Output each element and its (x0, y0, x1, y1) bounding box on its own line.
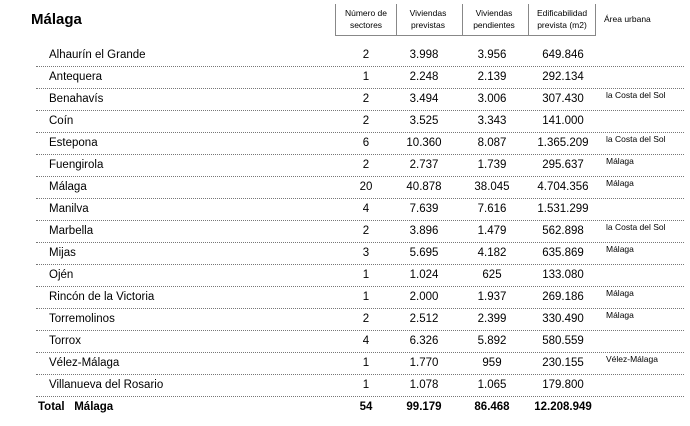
pending-dwellings: 5.892 (477, 335, 507, 347)
municipality-name: Estepona (49, 137, 98, 149)
municipality-name: Fuengirola (49, 159, 104, 171)
planned-dwellings: 2.248 (409, 71, 439, 83)
urban-area: Málaga (606, 178, 634, 188)
municipality-name: Villanueva del Rosario (49, 379, 164, 391)
sectors-count: 2 (362, 225, 370, 237)
sectors-count: 3 (362, 247, 370, 259)
buildable-area: 580.559 (542, 335, 584, 347)
buildable-area: 179.800 (542, 379, 584, 391)
buildable-area: 292.134 (542, 71, 584, 83)
buildable-area: 141.000 (542, 115, 584, 127)
planned-dwellings: 3.525 (409, 115, 439, 127)
urban-area: la Costa del Sol (606, 90, 666, 100)
pending-dwellings: 3.006 (477, 93, 507, 105)
pending-dwellings: 8.087 (477, 137, 507, 149)
header-box-end (595, 4, 596, 36)
planned-dwellings: 1.078 (409, 379, 439, 391)
municipality-name: Manilva (49, 203, 89, 215)
buildable-area: 635.869 (542, 247, 584, 259)
table-row (0, 287, 690, 309)
total-planned: 99.179 (406, 401, 442, 413)
total-buildable: 12.208.949 (534, 401, 592, 413)
buildable-area: 4.704.356 (537, 181, 589, 193)
municipality-name: Marbella (49, 225, 94, 237)
header-sectors: Número de sectores (344, 8, 388, 30)
urban-area: Málaga (606, 244, 634, 254)
sectors-count: 4 (362, 335, 370, 347)
municipality-name: Vélez-Málaga (49, 357, 120, 369)
municipality-name: Málaga (49, 181, 87, 193)
pending-dwellings: 38.045 (474, 181, 510, 193)
table-row (0, 265, 690, 287)
pending-dwellings: 1.065 (477, 379, 507, 391)
urban-area: Málaga (606, 156, 634, 166)
planned-dwellings: 2.000 (409, 291, 439, 303)
sectors-count: 2 (362, 93, 370, 105)
planned-dwellings: 7.639 (409, 203, 439, 215)
total-region: Málaga (74, 401, 114, 413)
planned-dwellings: 3.494 (409, 93, 439, 105)
planned-dwellings: 3.998 (409, 49, 439, 61)
municipality-name: Antequera (49, 71, 103, 83)
sectors-count: 1 (362, 71, 370, 83)
sectors-count: 1 (362, 291, 370, 303)
municipality-name: Mijas (49, 247, 76, 259)
sectors-count: 1 (362, 379, 370, 391)
municipality-name: Coín (49, 115, 74, 127)
buildable-area: 649.846 (542, 49, 584, 61)
planned-dwellings: 40.878 (406, 181, 442, 193)
urban-area: Málaga (606, 310, 634, 320)
table-row (0, 309, 690, 331)
planned-dwellings: 2.512 (409, 313, 439, 325)
municipality-name: Torremolinos (49, 313, 115, 325)
header-pending: Viviendas pendientes (473, 8, 515, 30)
sectors-count: 2 (362, 313, 370, 325)
planned-dwellings: 1.770 (409, 357, 439, 369)
buildable-area: 1.365.209 (537, 137, 589, 149)
planned-dwellings: 6.326 (409, 335, 439, 347)
table-row (0, 353, 690, 375)
table-row (0, 177, 690, 199)
row-divider (36, 396, 684, 397)
buildable-area: 307.430 (542, 93, 584, 105)
pending-dwellings: 4.182 (477, 247, 507, 259)
header-underline (335, 35, 595, 36)
municipality-name: Torrox (49, 335, 81, 347)
total-sectors: 54 (359, 401, 373, 413)
pending-dwellings: 7.616 (477, 203, 507, 215)
table-row (0, 133, 690, 155)
total-row (0, 398, 690, 418)
header-area: Área urbana (604, 14, 651, 24)
pending-dwellings: 2.399 (477, 313, 507, 325)
municipality-name: Rincón de la Victoria (49, 291, 155, 303)
municipality-name: Ojén (49, 269, 74, 281)
total-pending: 86.468 (474, 401, 510, 413)
table-row (0, 67, 690, 89)
planned-dwellings: 5.695 (409, 247, 439, 259)
header-buildable: Edificabilidad prevista (m2) (536, 8, 588, 30)
table-row (0, 243, 690, 265)
header-box-pending (462, 4, 463, 36)
sectors-count: 20 (359, 181, 373, 193)
sectors-count: 1 (362, 269, 370, 281)
pending-dwellings: 1.937 (477, 291, 507, 303)
pending-dwellings: 625 (482, 269, 502, 281)
table-row (0, 45, 690, 67)
table-row (0, 199, 690, 221)
pending-dwellings: 2.139 (477, 71, 507, 83)
table-row (0, 111, 690, 133)
total-label: Total Málaga (38, 401, 114, 413)
header-planned: Viviendas previstas (409, 8, 447, 30)
buildable-area: 133.080 (542, 269, 584, 281)
pending-dwellings: 1.479 (477, 225, 507, 237)
sectors-count: 2 (362, 115, 370, 127)
buildable-area: 1.531.299 (537, 203, 589, 215)
planned-dwellings: 3.896 (409, 225, 439, 237)
urban-area: Málaga (606, 288, 634, 298)
urban-area: Vélez-Málaga (606, 354, 658, 364)
planned-dwellings: 2.737 (409, 159, 439, 171)
region-title: Málaga (31, 11, 82, 28)
urban-area: la Costa del Sol (606, 222, 666, 232)
header-box-planned (396, 4, 397, 36)
urban-area: la Costa del Sol (606, 134, 666, 144)
planned-dwellings: 10.360 (406, 137, 442, 149)
municipality-name: Benahavís (49, 93, 104, 105)
header-box-sectors (335, 4, 336, 36)
municipality-name: Alhaurín el Grande (49, 49, 146, 61)
pending-dwellings: 3.343 (477, 115, 507, 127)
pending-dwellings: 3.956 (477, 49, 507, 61)
sectors-count: 2 (362, 159, 370, 171)
pending-dwellings: 959 (482, 357, 502, 369)
sectors-count: 4 (362, 203, 370, 215)
table-row (0, 331, 690, 353)
buildable-area: 562.898 (542, 225, 584, 237)
buildable-area: 269.186 (542, 291, 584, 303)
planned-dwellings: 1.024 (409, 269, 439, 281)
buildable-area: 295.637 (542, 159, 584, 171)
buildable-area: 230.155 (542, 357, 584, 369)
buildable-area: 330.490 (542, 313, 584, 325)
sectors-count: 2 (362, 49, 370, 61)
header-box-buildable (528, 4, 529, 36)
table-row (0, 155, 690, 177)
table-row (0, 89, 690, 111)
sectors-count: 1 (362, 357, 370, 369)
table-row (0, 221, 690, 243)
sectors-count: 6 (362, 137, 370, 149)
table-row (0, 375, 690, 397)
pending-dwellings: 1.739 (477, 159, 507, 171)
